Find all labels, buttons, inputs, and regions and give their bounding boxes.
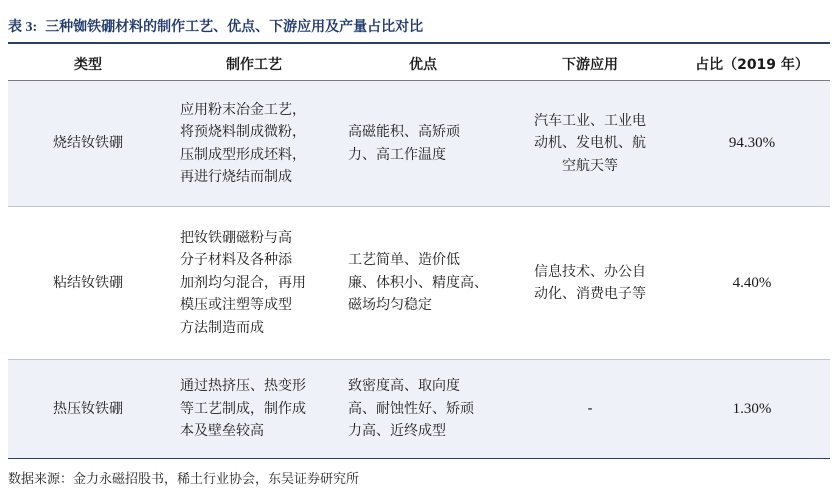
cell-type: 粘结钕铁硼 [8,207,168,360]
text-line: 通过热挤压、热变形 [180,378,306,395]
table-row [8,207,830,360]
text-line: 本及壁垒较高 [180,423,264,440]
text-line: 致密度高、取向度 [348,378,460,395]
header-advantages: 优点 [340,48,506,81]
cell-process [168,360,340,459]
text-line: - [587,400,593,417]
text-line: 高磁能积、高矫顽 [348,124,460,140]
cell-advantages [340,207,506,360]
table-number: 表 3: [8,20,38,35]
table-row [8,81,830,207]
text-line: 应用粉末冶金工艺， [180,101,306,118]
cell-applications [506,207,674,360]
text-line: 分子材料及各种添 [180,252,292,269]
cell-share: 4.40% [674,207,830,360]
table-title: 三种铷铁硼材料的制作工艺、优点、下游应用及产量占比对比 [45,19,424,35]
header-type: 类型 [8,48,168,81]
text-line: 空航天等 [562,157,618,174]
text-line: 信息技术、办公自 [534,263,646,280]
cell-process [168,207,340,360]
header-applications: 下游应用 [506,48,674,81]
table-caption [8,16,423,36]
data-source-note: 数据来源：金力永磁招股书，稀土行业协会，东吴证券研究所 [8,472,360,487]
text-line: 加剂均匀混合，再用 [180,274,306,291]
text-line: 等工艺制成，制作成 [180,400,306,417]
cell-advantages [340,360,506,459]
text-line: 汽车工业、工业电 [534,112,646,129]
text-line: 高、耐蚀性好、矫顽 [348,400,474,417]
table-top-rule [8,42,830,44]
text-line: 动化、消费电子等 [534,286,646,302]
text-line: 力、高工作温度 [348,146,446,163]
text-line: 压制成型形成坯料， [180,146,306,163]
text-line: 力高、近终成型 [348,423,446,440]
cell-share: 94.30% [674,81,830,207]
cell-applications [506,81,674,207]
header-share: 占比（2019 年） [674,48,830,81]
text-line: 再进行烧结而制成 [180,169,292,185]
text-line: 模压或注塑等成型 [180,297,292,314]
comparison-table [8,48,830,459]
header-row [8,48,830,81]
cell-applications [506,360,674,459]
text-line: 方法制造而成 [180,319,264,336]
header-process: 制作工艺 [168,48,340,81]
cell-advantages [340,81,506,207]
text-line: 动机、发电机、航 [534,135,646,152]
text-line: 将预烧料制成微粉， [180,124,306,140]
cell-share: 1.30% [674,360,830,459]
text-line: 廉、体积小、精度高、 [348,274,488,291]
text-line: 工艺简单、造价低 [348,252,460,269]
cell-type: 烧结钕铁硼 [8,81,168,207]
table-row [8,360,830,459]
text-line: 磁场均匀稳定 [348,297,432,314]
cell-type: 热压钕铁硼 [8,360,168,459]
cell-process [168,81,340,207]
text-line: 把钕铁硼磁粉与高 [180,229,292,246]
